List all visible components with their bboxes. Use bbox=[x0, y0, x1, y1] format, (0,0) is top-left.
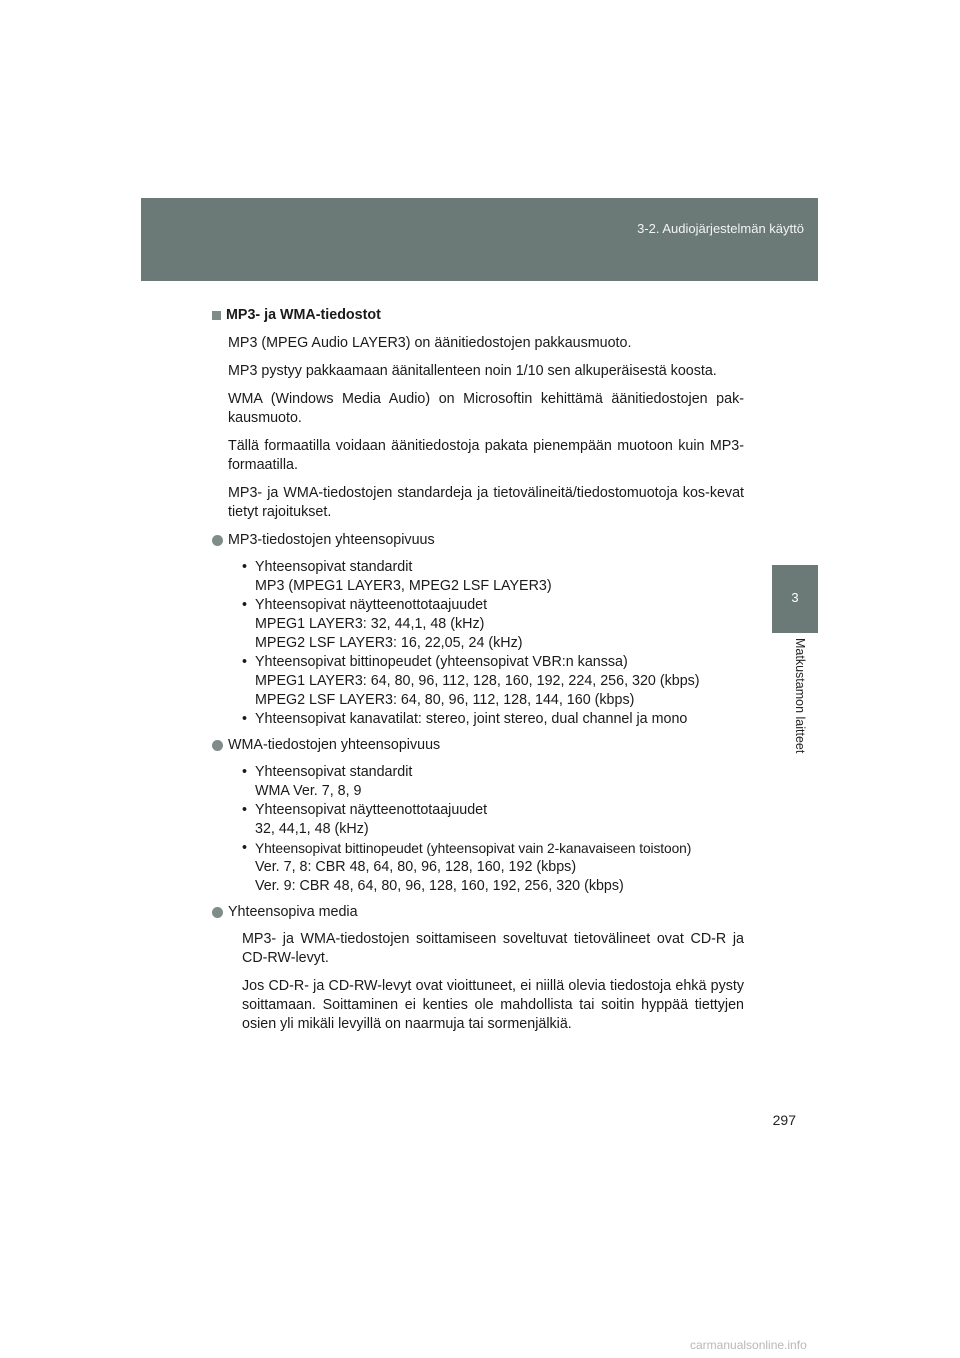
paragraph: MP3- ja WMA-tiedostojen soittamiseen soveltuvat tietovälineet ovat CD-R ja CD-RW-levyt. bbox=[242, 931, 744, 966]
mp3-spec-list bbox=[242, 558, 744, 729]
topic-heading bbox=[212, 306, 744, 325]
media-heading bbox=[212, 903, 744, 922]
spec-value: 32, 44,1, 48 (kHz) bbox=[255, 821, 369, 837]
paragraph: WMA (Windows Media Audio) on Microsoftin kehittämä äänitiedostojen pak-kausmuoto. bbox=[228, 391, 744, 426]
spec-label: • Yhteensopivat näytteenottotaajuudet bbox=[255, 802, 488, 818]
topic-heading-text: MP3- ja WMA-tiedostot bbox=[226, 307, 381, 323]
spec-value: MP3 (MPEG1 LAYER3, MPEG2 LSF LAYER3) bbox=[255, 578, 552, 594]
paragraph: Tällä formaatilla voidaan äänitiedostoja pakata pienempään muotoon kuin MP3-formaatilla. bbox=[228, 438, 744, 473]
subheading-text: Yhteensopiva media bbox=[228, 904, 358, 920]
section-header-bar bbox=[141, 198, 818, 281]
spec-value: WMA Ver. 7, 8, 9 bbox=[255, 783, 362, 799]
chapter-number: 3 bbox=[791, 590, 799, 605]
wma-spec-list bbox=[242, 763, 744, 896]
spec-label: • Yhteensopivat näytteenottotaajuudet bbox=[255, 597, 488, 613]
paragraph: MP3 pystyy pakkaamaan äänitallenteen noin 1/10 sen alkuperäisestä koosta. bbox=[228, 363, 717, 379]
list-item bbox=[242, 596, 744, 653]
paragraph: Jos CD-R- ja CD-RW-levyt ovat vioittuneet, ei niillä olevia tiedostoja ehkä pysty soittamaan. Soittaminen ei kenties ole mahdollista tai soitin hyppää tiettyjen osien yli mikäli levyillä on naarmuja tai sormenjälkiä. bbox=[242, 978, 744, 1032]
spec-value: MPEG2 LSF LAYER3: 16, 22,05, 24 (kHz) bbox=[255, 635, 523, 651]
list-item bbox=[242, 763, 744, 801]
list-item bbox=[242, 710, 744, 729]
square-bullet-icon bbox=[212, 311, 221, 320]
spec-value: Ver. 7, 8: CBR 48, 64, 80, 96, 128, 160, 192 (kbps) bbox=[255, 859, 577, 875]
paragraph: MP3 (MPEG Audio LAYER3) on äänitiedostojen pakkausmuoto. bbox=[228, 335, 632, 351]
circle-bullet-icon bbox=[212, 740, 223, 751]
page-content bbox=[212, 306, 744, 1043]
mp3-compatibility-heading bbox=[212, 531, 744, 550]
list-item bbox=[242, 653, 744, 710]
page-number: 297 bbox=[772, 1112, 796, 1128]
spec-label: • Yhteensopivat standardit bbox=[255, 764, 413, 780]
watermark: carmanualsonline.info bbox=[690, 1338, 807, 1352]
list-item bbox=[242, 801, 744, 839]
spec-value: MPEG1 LAYER3: 32, 44,1, 48 (kHz) bbox=[255, 616, 485, 632]
spec-value: Ver. 9: CBR 48, 64, 80, 96, 128, 160, 192, 256, 320 (kbps) bbox=[255, 878, 624, 894]
subheading-text: WMA-tiedostojen yhteensopivuus bbox=[228, 737, 441, 753]
spec-label: • Yhteensopivat kanavatilat: stereo, joint stereo, dual channel ja mono bbox=[255, 711, 688, 727]
wma-compatibility-heading bbox=[212, 736, 744, 755]
subheading-text: MP3-tiedostojen yhteensopivuus bbox=[228, 532, 435, 548]
spec-label: • Yhteensopivat bittinopeudet (yhteensopivat vain 2-kanavaiseen toistoon) bbox=[255, 841, 692, 856]
list-item bbox=[242, 839, 744, 896]
spec-value: MPEG1 LAYER3: 64, 80, 96, 112, 128, 160, 192, 224, 256, 320 (kbps) bbox=[255, 673, 700, 689]
section-title: 3-2. Audiojärjestelmän käyttö bbox=[637, 221, 804, 236]
paragraph: MP3- ja WMA-tiedostojen standardeja ja tietovälineitä/tiedostomuotoja kos-kevat tietyt rajoitukset. bbox=[228, 485, 744, 520]
spec-label: • Yhteensopivat bittinopeudet (yhteensopivat VBR:n kanssa) bbox=[255, 654, 628, 670]
spec-label: • Yhteensopivat standardit bbox=[255, 559, 413, 575]
chapter-tab bbox=[772, 565, 818, 633]
circle-bullet-icon bbox=[212, 535, 223, 546]
chapter-label: Matkustamon laitteet bbox=[793, 638, 807, 754]
spec-value: MPEG2 LSF LAYER3: 64, 80, 96, 112, 128, 144, 160 (kbps) bbox=[255, 692, 635, 708]
list-item bbox=[242, 558, 744, 596]
circle-bullet-icon bbox=[212, 907, 223, 918]
